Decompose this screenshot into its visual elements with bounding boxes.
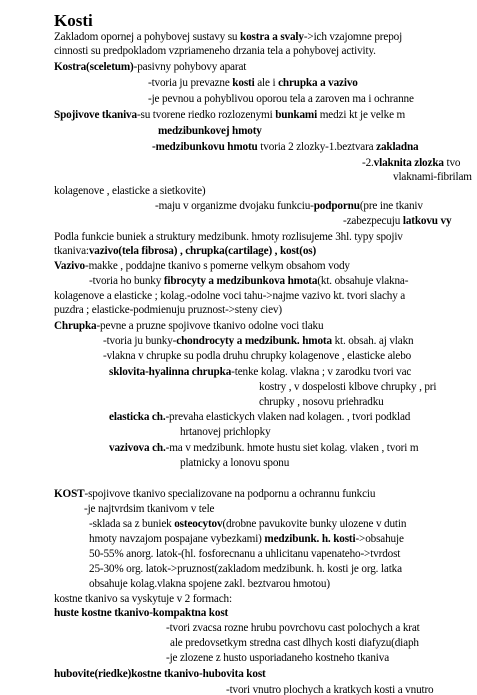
text-segment: 25-30% org. latok->pruznost(zakladom medzibunk. h. kosti je org. latka (89, 563, 402, 575)
text-segment: -je pevnou a pohyblivou oporou tela a zaroven ma i ochranne (148, 93, 414, 105)
text-segment: -vlakna v chrupke su podla druhu chrupky kolagenove , elasticke alebo (103, 350, 412, 362)
text-segment: -zabezpecuju (343, 215, 403, 227)
text-line (54, 260, 350, 273)
text-line (54, 109, 405, 122)
bold-term: osteocytov (174, 518, 223, 530)
text-line (54, 61, 246, 74)
bold-term: kosti (232, 77, 255, 89)
text-line (54, 290, 405, 303)
text-line (109, 442, 418, 455)
text-segment: kostne tkanivo sa vyskytuje v 2 formach: (54, 593, 232, 605)
text-line (158, 125, 262, 138)
text-segment: -sklada sa z buniek (89, 518, 175, 530)
bold-term: Spojivove tkaniva (54, 109, 137, 121)
text-line (54, 185, 205, 198)
document-title: Kosti (54, 11, 93, 30)
bold-term: sklovita-hyalinna chrupka (109, 366, 232, 378)
text-segment: tvoria 2 zlozky-1.beztvara (257, 141, 377, 153)
text-segment: tkaniva: (54, 245, 89, 257)
bold-term: latkovu vy (402, 215, 452, 227)
text-line (54, 593, 232, 606)
bold-term: elasticka ch. (109, 411, 166, 423)
text-segment: kolagenove , elasticke a sietkovite) (54, 185, 206, 197)
bold-term: -medzibunkovu hmotu (152, 141, 258, 153)
text-segment: -prevaha elastickych vlaken nad kolagen. , tvori podklad (165, 411, 411, 423)
bold-term: zakladna (376, 141, 419, 153)
text-segment: -je najtvrdsim tkanivom v tele (84, 503, 215, 515)
bold-term: vlaknita zlozka (373, 157, 444, 169)
text-line (259, 396, 384, 409)
text-segment: puzdra ; elasticke-podmienuju pruznost->steny ciev) (54, 304, 282, 316)
text-line (54, 231, 403, 244)
text-line (148, 77, 358, 90)
text-segment: ->ich vzajomne prepoj (303, 31, 403, 43)
bold-term: chrupka a vazivo (278, 77, 358, 89)
text-line (362, 157, 460, 170)
bold-term: medzibunkovej hmoty (158, 125, 262, 137)
text-segment: (pre ine tkaniv (359, 200, 423, 212)
bold-term: chondrocyty a medzibunk. hmota (176, 335, 332, 347)
text-line (54, 320, 323, 333)
text-segment: cinnosti su predpokladom vzpriameneho drzania tela a pohybovej activity. (54, 45, 376, 57)
text-line (166, 622, 420, 635)
bold-term: podpornu (313, 200, 360, 212)
text-segment: -pasivny pohybovy aparat (133, 61, 247, 73)
text-segment: kt. obsah. aj vlakn (331, 335, 414, 347)
text-segment: obsahuje kolag.vlakna spojene zakl. beztvarou hmotou) (89, 578, 330, 590)
bold-term: kostne tkanivo (131, 668, 199, 680)
text-segment: ale i (254, 77, 279, 89)
text-segment: medzi kt je velke m (317, 109, 406, 121)
text-line (89, 275, 408, 288)
text-segment: hmoty navzajom pospajane vybezkami) (89, 533, 265, 545)
text-segment: -2. (362, 157, 374, 169)
bold-term: vazivova ch. (109, 442, 166, 454)
text-segment: Podla funkcie buniek a struktury medzibunk. hmoty rozlisujeme 3hl. typy spojiv (54, 231, 403, 243)
text-line (259, 381, 436, 394)
text-segment: (kt. obsahuje vlakna- (317, 275, 409, 287)
text-line (148, 93, 414, 106)
text-line (54, 31, 402, 44)
bold-term: Kostra(sceletum) (54, 61, 134, 73)
text-line (89, 563, 402, 576)
text-segment: -tvori zvacsa rozne hrubu povrchovu cast polochych a krat (166, 622, 420, 634)
text-segment: -maju v organizme dvojaku funkciu- (155, 200, 314, 212)
text-segment: -tvoria ho bunky (89, 275, 164, 287)
bold-term: kostra a svaly (240, 31, 304, 43)
text-line (393, 171, 472, 184)
text-line (54, 488, 375, 501)
text-line (170, 637, 419, 650)
text-segment: kostry , v dospelosti klbove chrupky , pri (259, 381, 437, 393)
text-line (84, 503, 214, 516)
bold-term: bunkami (275, 109, 318, 121)
text-segment: vlaknami-fibrilam (393, 171, 472, 183)
text-line (89, 548, 400, 561)
text-line (166, 652, 389, 665)
text-line (89, 518, 406, 531)
text-segment: -tvoria ju bunky- (103, 335, 177, 347)
bold-term: huste kostne tkanivo-kompaktna kost (54, 607, 229, 619)
text-line (54, 668, 266, 681)
text-segment: -tenke kolag. vlakna ; v zarodku tvori vac (231, 366, 412, 378)
text-line (152, 141, 418, 154)
text-line (54, 45, 376, 58)
text-line (103, 335, 413, 348)
bold-term: vazivo(tela fibrosa) , chrupka(cartilage) , kost(os) (88, 245, 317, 257)
text-line (89, 533, 404, 546)
text-line (54, 304, 282, 317)
text-line (180, 457, 289, 470)
text-line (54, 607, 228, 620)
bold-term: -hubovita kost (199, 668, 266, 680)
text-segment: -spojivove tkanivo specializovane na podpornu a ochrannu funkciu (84, 488, 376, 500)
text-segment: platnicky a lonovu sponu (180, 457, 290, 469)
text-segment: kolagenove a elasticke ; kolag.-odolne voci tahu->najme vazivo kt. tvori slachy a (54, 290, 406, 302)
bold-term: fibrocyty a medzibunkova hmota (163, 275, 318, 287)
bold-term: KOST (54, 488, 85, 500)
text-segment: -ma v medzibunk. hmote hustu siet kolag. vlaken , tvori m (165, 442, 419, 454)
text-line (109, 411, 410, 424)
text-segment: -tvori vnutro plochych a kratkych kosti a vnutro (226, 684, 434, 695)
text-line (54, 245, 316, 258)
text-line (109, 366, 411, 379)
text-segment: -su tvorene riedko rozlozenymi (136, 109, 276, 121)
text-segment: -makke , poddajne tkanivo s pomerne velkym obsahom vody (85, 260, 350, 272)
bold-term: Chrupka (54, 320, 97, 332)
text-segment: hrtanovej prichlopky (180, 426, 271, 438)
text-segment: (drobne pavukovite bunky ulozene v dutin (222, 518, 407, 530)
bold-term: medzibunk. h. kosti (264, 533, 356, 545)
text-line (180, 426, 271, 439)
text-segment: chrupky , nosovu priehradku (259, 396, 384, 408)
text-line (226, 684, 434, 695)
text-line (155, 200, 423, 213)
text-line (343, 215, 451, 228)
text-segment: -je zlozene z husto usporiadaneho kostneho tkaniva (166, 652, 390, 664)
text-segment: tvo (443, 157, 461, 169)
text-segment: -pevne a pruzne spojivove tkanivo odolne voci tlaku (96, 320, 324, 332)
text-segment: ->obsahuje (355, 533, 404, 545)
bold-term: hubovite(riedke) (54, 668, 132, 680)
text-segment: 50-55% anorg. latok-(hl. fosforecnanu a uhlicitanu vapenateho->tvrdost (89, 548, 401, 560)
text-segment: -tvoria ju prevazne (148, 77, 233, 89)
text-line (89, 578, 330, 591)
text-segment: Zakladom opornej a pohybovej sustavy su (54, 31, 241, 43)
bold-term: Vazivo (54, 260, 86, 272)
text-line (103, 350, 411, 363)
text-segment: ale predovsetkym stredna cast dlhych kosti diafyzu(diaph (170, 637, 419, 649)
